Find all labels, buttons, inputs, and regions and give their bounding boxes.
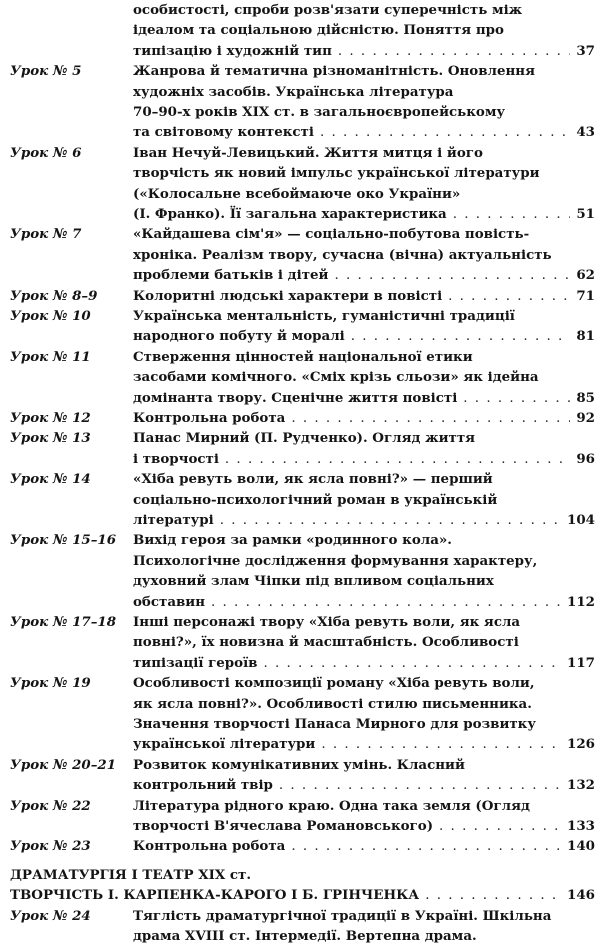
toc-line [0,265,600,285]
entry-title-with-page [133,286,595,307]
page-number: 43 [576,124,595,141]
dot-leader [334,266,570,286]
toc-line [0,816,600,836]
entry-text-line: 70–90-х років XIX ст. в загальноєвропейському [133,104,506,120]
entry-title-with-page [133,449,595,470]
page-number: 112 [567,593,595,610]
entry-text-line: літературі [133,512,214,528]
entry-text-line: проблеми батьків і дітей [133,267,329,284]
toc-line [0,906,600,926]
entry-title-with-page [133,836,595,857]
entry-text-line: та світовому контексті [133,124,314,141]
dot-leader [211,593,561,613]
toc-line [0,653,600,673]
entry-text-line: творчості В'ячеслава Романовського) [133,818,434,834]
toc-line [0,388,600,408]
dot-leader [225,450,570,470]
toc-line [0,632,600,652]
page-number: 85 [576,389,595,406]
page-number: 146 [567,887,595,904]
toc-line [0,0,600,20]
entry-title-with-page [133,41,595,62]
toc-line [0,796,600,816]
dot-leader [291,409,570,429]
entry-text-line: домінанта твору. Сценічне життя повісті [133,389,458,406]
entry-text-line: Контрольна робота [133,838,286,855]
page-number: 132 [567,777,595,794]
toc-line [0,449,600,469]
page-number: 71 [576,287,595,304]
entry-text-line: Значення творчості Панаса Мирного для розвитку [133,716,536,732]
toc-line [0,775,600,795]
entry-text-line: «Хіба ревуть воли, як ясла повні?» — перший [133,471,493,488]
dot-leader [463,389,570,409]
page-number: 81 [576,328,595,345]
entry-title-with-page [133,326,595,347]
toc-line [0,367,600,387]
toc-line [0,551,600,571]
page-number: 92 [576,410,595,426]
toc-line [0,490,600,510]
entry-text-line: Стверження цінностей національної етики [133,348,473,365]
toc-line [0,428,600,448]
entry-text-line: духовний злам Чіпки під впливом соціальних [133,573,494,590]
toc-line [0,184,600,204]
toc-line [0,408,600,428]
lesson-label: Урок № 5 [10,63,82,80]
entry-text-line: української літератури [133,736,316,753]
dot-leader [220,511,561,531]
entry-text-line: Контрольна робота [133,410,286,426]
dot-leader [453,205,571,225]
toc-line [0,204,600,224]
lesson-label: Урок № 10 [10,308,91,324]
entry-text-line: Колоритні людські характери в повісті [133,287,443,304]
page-number: 126 [567,736,595,753]
toc-line [0,755,600,775]
entry-title-with-page [133,734,595,755]
entry-text-line: «Кайдашева сім'я» — соціально-побутова повість- [133,226,530,243]
entry-text-line: драма XVIII ст. Інтермедії. Вертепна драма. [133,928,477,944]
entry-text-line: обставин [133,593,206,610]
entry-title-with-page [133,388,595,409]
entry-text-line: як ясла повні?». Особливості стилю письменника. [133,695,532,712]
section-subtitle: ТВОРЧІСТЬ І. КАРПЕНКА-КАРОГО І Б. ГРІНЧЕНКА [10,887,420,904]
toc-line [0,61,600,81]
entry-title-with-page [133,265,595,286]
page-number: 140 [567,838,595,855]
section-subheading [0,885,600,905]
entry-title-with-page [133,653,595,674]
page-number: 133 [567,818,595,834]
toc-line [0,571,600,591]
lesson-label: Урок № 15–16 [10,532,117,549]
lesson-label: Урок № 20–21 [10,756,117,773]
entry-text-line: Особливості композиції роману «Хіба ревуть воли, [133,675,535,692]
entry-text-line: Жанрова й тематична різноманітність. Оновлення [133,63,536,80]
toc-line [0,20,600,40]
entry-title-with-page [133,592,595,613]
lesson-label: Урок № 19 [10,675,91,692]
toc-line [0,245,600,265]
toc-line [0,469,600,489]
section-title: ДРАМАТУРГІЯ І ТЕАТР XIX ст. [10,866,252,883]
page-number: 96 [576,450,595,467]
toc-line [0,694,600,714]
entry-text-line: Тяглість драматургічної традиції в Україні. Шкільна [133,907,552,924]
entry-text-line: контрольний твір [133,777,273,794]
entry-text-line: (І. Франко). Її загальна характеристика [133,206,447,222]
lesson-label: Урок № 17–18 [10,614,117,630]
entry-title-with-page [133,408,595,429]
entry-text-line: Панас Мирний (П. Рудченко). Огляд життя [133,430,476,447]
lesson-label: Урок № 23 [10,838,91,855]
entry-title-with-page [133,510,595,531]
lesson-label: Урок № 11 [10,348,91,365]
lesson-label: Урок № 22 [10,797,91,814]
toc-line [0,836,600,856]
dot-leader [279,776,561,796]
toc-line [0,510,600,530]
entry-text-line: («Колосальне всебоймаюче око України» [133,185,461,202]
page-number: 37 [576,42,595,59]
dot-leader [263,654,561,674]
dot-leader [351,327,571,347]
entry-title-with-page [133,775,595,796]
lesson-label: Урок № 8–9 [10,287,98,304]
dot-leader [448,287,570,307]
toc-line [0,612,600,632]
entry-text-line: хроніка. Реалізм твору, сучасна (вічна) актуальність [133,246,552,263]
dot-leader [291,837,561,857]
toc-line [0,122,600,142]
dot-leader [321,735,561,755]
entry-text-line: і творчості [133,450,219,467]
toc-line [0,347,600,367]
entry-text-line: Література рідного краю. Одна така земля (Огляд [133,797,530,814]
toc-line [0,734,600,754]
entry-text-line: типізації героїв [133,654,258,671]
lesson-label: Урок № 24 [10,907,91,924]
page-number: 104 [567,512,595,528]
toc-line [0,82,600,102]
entry-title-with-page [133,816,595,837]
dot-leader [439,817,561,837]
lesson-label: Урок № 14 [10,471,91,488]
entry-text-line: типізацію і художній тип [133,42,332,59]
entry-text-line: повні?», їх новизна й масштабність. Особливості [133,634,519,651]
toc-line [0,286,600,306]
entry-text-line: особистості, спроби розв'язати суперечність між [133,2,523,18]
section-subtitle-with-page [10,885,595,906]
entry-text-line: творчість як новий імпульс української літератури [133,165,540,182]
page-number: 117 [567,654,595,671]
toc-line [0,143,600,163]
entry-text-line: Розвиток комунікативних умінь. Класний [133,756,465,773]
entry-text-line: народного побуту й моралі [133,328,345,345]
entry-text-line: Українська ментальність, гуманістичні традиції [133,308,515,324]
page-number: 62 [576,267,595,284]
lesson-label: Урок № 7 [10,226,82,243]
entry-text-line: Психологічне дослідження формування характеру, [133,552,538,569]
entry-text-line: Вихід героя за рамки «родинного кола». [133,532,452,549]
lesson-label: Урок № 12 [10,410,91,426]
toc-line [0,102,600,122]
toc-line [0,306,600,326]
toc-line [0,224,600,244]
entry-text-line: Іван Нечуй-Левицький. Життя митця і його [133,144,483,161]
entry-text-line: соціально-психологічний роман в українській [133,491,498,508]
dot-leader [320,123,570,143]
entry-text-line: засобами комічного. «Сміх крізь сльози» як ідейна [133,369,539,386]
lesson-label: Урок № 13 [10,430,91,447]
entry-title-with-page [133,204,595,225]
toc-line [0,673,600,693]
entry-title-with-page [133,122,595,143]
toc-line [0,592,600,612]
toc-line [0,41,600,61]
lesson-label: Урок № 6 [10,144,82,161]
section-heading [0,865,600,885]
entry-text-line: Інші персонажі твору «Хіба ревуть воли, як ясла [133,614,521,630]
toc-line [0,326,600,346]
page-number: 51 [576,206,595,222]
dot-leader [425,886,561,906]
toc-line [0,163,600,183]
toc-line [0,926,600,946]
entry-text-line: ідеалом та соціальною дійсністю. Поняття про [133,22,504,39]
toc-line [0,530,600,550]
entry-text-line: художніх засобів. Українська література [133,83,454,100]
dot-leader [338,42,570,62]
toc-line [0,714,600,734]
